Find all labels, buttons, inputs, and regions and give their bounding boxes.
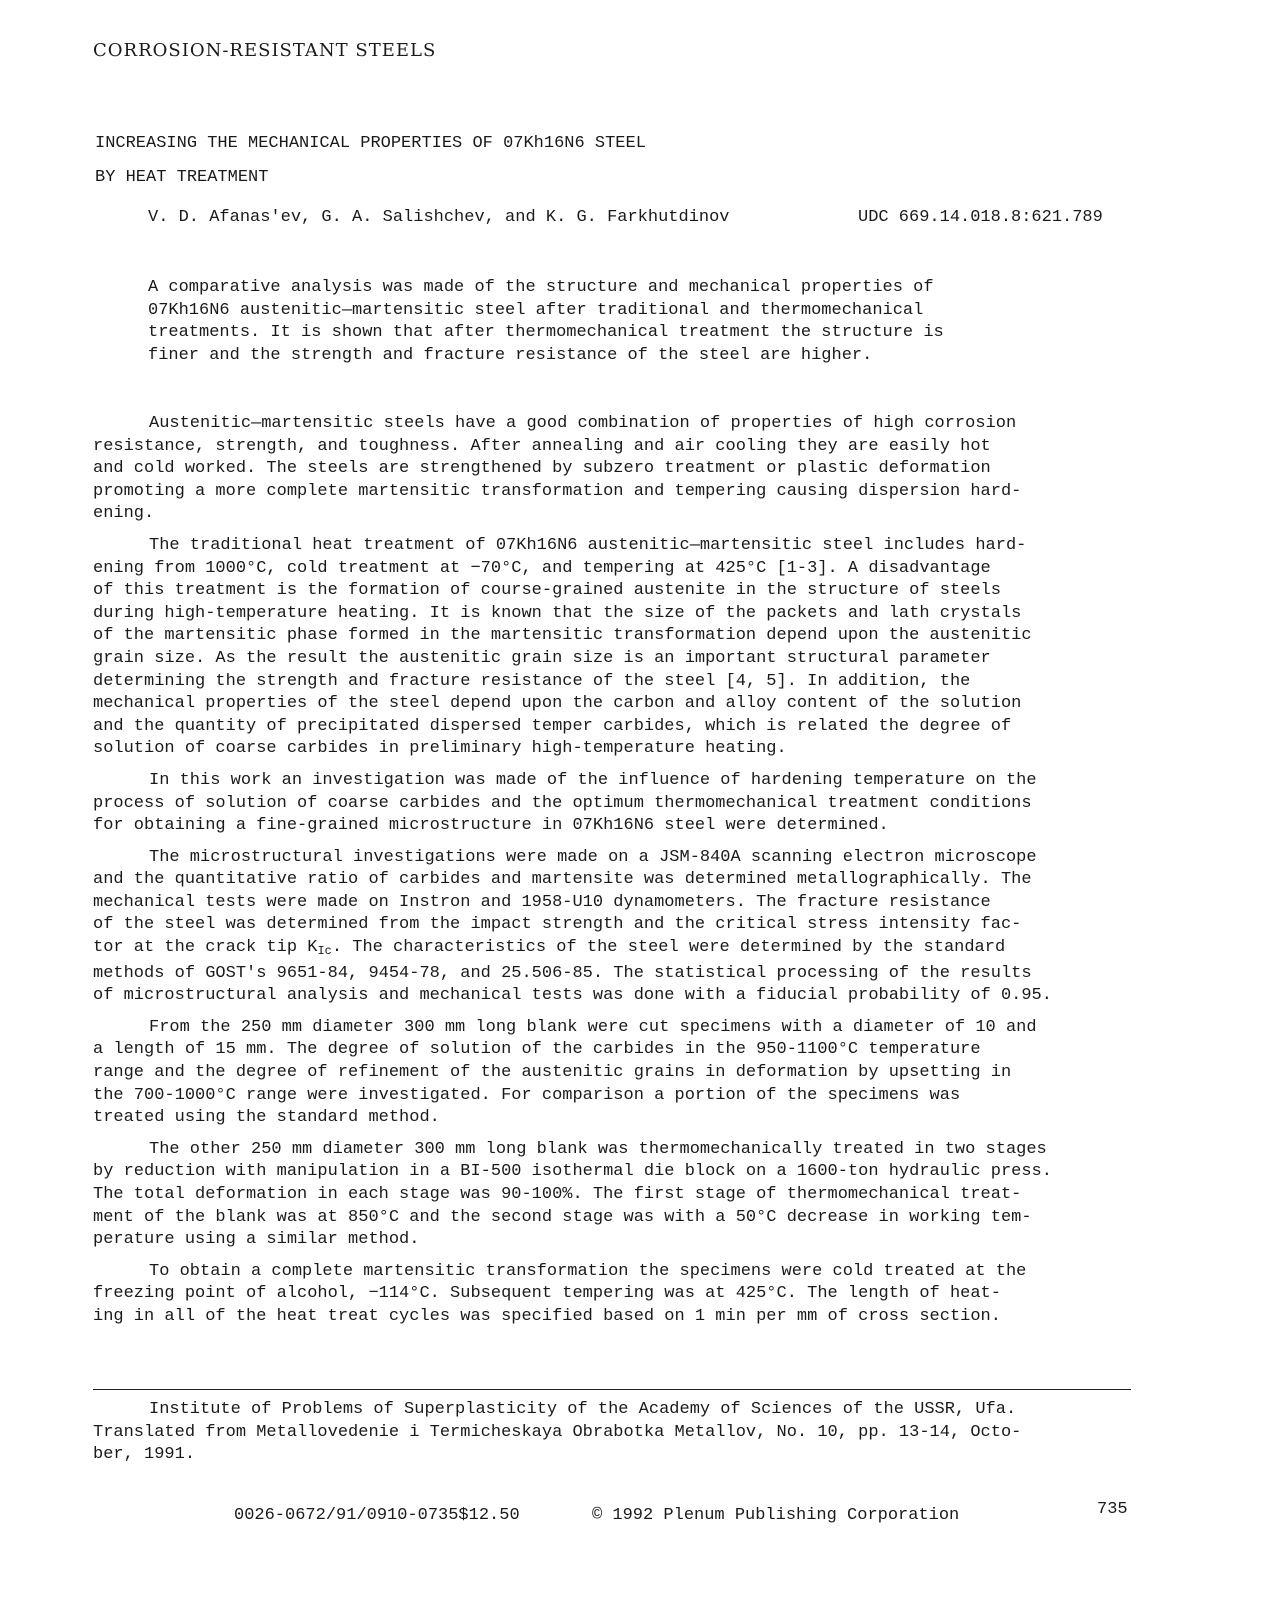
text-line: resistance, strength, and toughness. After annealing and air cooling they are easily hot [93, 436, 991, 456]
text-line: The microstructural investigations were made on a JSM-840A scanning electron microscope [149, 847, 1037, 867]
body-text [93, 413, 1153, 1338]
text-line: ment of the blank was at 850°C and the second stage was with a 50°C decrease in working tem- [93, 1207, 1032, 1227]
paragraph [93, 1139, 1153, 1252]
text-line: determining the strength and fracture resistance of the steel [4, 5]. In addition, the [93, 671, 971, 691]
paragraph [93, 413, 1153, 526]
abstract-line: finer and the strength and fracture resistance of the steel are higher. [148, 345, 873, 365]
text-line: methods of GOST's 9651-84, 9454-78, and 25.506-85. The statistical processing of the results [93, 963, 1032, 983]
text-line-with-subscript [93, 937, 1153, 963]
paragraph [93, 1017, 1153, 1130]
text-line: The traditional heat treatment of 07Kh16N6 austenitic—martensitic steel includes hard- [149, 535, 1027, 555]
footnote-line: Translated from Metallovedenie i Termicheskaya Obrabotka Metallov, No. 10, pp. 13-14, Octo- [93, 1422, 1022, 1442]
article-title [95, 127, 646, 195]
abstract [148, 277, 1048, 367]
text-line: mechanical tests were made on Instron and 1958-U10 dynamometers. The fracture resistance [93, 892, 991, 912]
text-line: of this treatment is the formation of course-grained austenite in the structure of steels [93, 581, 1001, 601]
text-line: during high-temperature heating. It is known that the size of the packets and lath crystals [93, 603, 1022, 623]
text-line: of the martensitic phase formed in the martensitic transformation depend upon the austenitic [93, 626, 1032, 646]
udc-code: UDC 669.14.018.8:621.789 [858, 208, 1103, 227]
footnote-line: Institute of Problems of Superplasticity of the Academy of Sciences of the USSR, Ufa. [149, 1400, 1017, 1419]
kic-suffix: . The characteristics of the steel were determined by the standard [331, 938, 1006, 958]
text-line: treated using the standard method. [93, 1108, 440, 1128]
text-line: and the quantitative ratio of carbides and martensite was determined metallographically. The [93, 870, 1032, 890]
page-number: 735 [1097, 1500, 1128, 1519]
footnote [93, 1399, 1021, 1467]
footer-code: 0026-0672/91/0910-0735$12.50 [234, 1506, 520, 1525]
text-line: mechanical properties of the steel depend upon the carbon and alloy content of the solution [93, 694, 1022, 714]
paragraph [93, 847, 1153, 1008]
text-line: The other 250 mm diameter 300 mm long blank was thermomechanically treated in two stages [149, 1139, 1047, 1159]
kic-prefix: tor at the crack tip K [93, 938, 318, 958]
text-line: solution of coarse carbides in preliminary high-temperature heating. [93, 739, 787, 759]
text-line: the 700-1000°C range were investigated. For comparison a portion of the specimens was [93, 1085, 961, 1105]
text-line: To obtain a complete martensitic transformation the specimens were cold treated at the [149, 1261, 1027, 1281]
section-header: CORROSION-RESISTANT STEELS [93, 40, 437, 61]
abstract-line: A comparative analysis was made of the structure and mechanical properties of [148, 278, 934, 297]
footnote-divider [93, 1389, 1131, 1390]
title-line: INCREASING THE MECHANICAL PROPERTIES OF 07Kh16N6 STEEL [95, 134, 646, 153]
text-line: ing in all of the heat treat cycles was specified based on 1 min per mm of cross section. [93, 1306, 1001, 1326]
text-line: a length of 15 mm. The degree of solution of the carbides in the 950-1100°C temperature [93, 1040, 981, 1060]
authors: V. D. Afanas'ev, G. A. Salishchev, and K. G. Farkhutdinov [148, 208, 730, 227]
text-line: for obtaining a fine-grained microstructure in 07Kh16N6 steel were determined. [93, 816, 889, 836]
text-line: In this work an investigation was made of the influence of hardening temperature on the [149, 770, 1037, 790]
text-line: freezing point of alcohol, −114°C. Subsequent tempering was at 425°C. The length of heat- [93, 1284, 1001, 1304]
text-line: The total deformation in each stage was 90-100%. The first stage of thermomechanical treat- [93, 1185, 1022, 1204]
text-line: grain size. As the result the austenitic grain size is an important structural parameter [93, 648, 991, 668]
text-line: ening from 1000°C, cold treatment at −70°C, and tempering at 425°C [1-3]. A disadvantage [93, 558, 991, 578]
abstract-line: 07Kh16N6 austenitic—martensitic steel after traditional and thermomechanical [148, 300, 924, 320]
paragraph [93, 1261, 1153, 1329]
text-line: and cold worked. The steels are strengthened by subzero treatment or plastic deformation [93, 459, 991, 479]
text-line: by reduction with manipulation in a BI-500 isothermal die block on a 1600-ton hydraulic press. [93, 1162, 1052, 1182]
text-line: process of solution of coarse carbides and the optimum thermomechanical treatment conditions [93, 793, 1032, 813]
text-line: From the 250 mm diameter 300 mm long blank were cut specimens with a diameter of 10 and [149, 1017, 1037, 1037]
abstract-line: treatments. It is shown that after thermomechanical treatment the structure is [148, 323, 944, 342]
text-line: promoting a more complete martensitic transformation and tempering causing dispersion hard- [93, 481, 1022, 501]
kic-subscript: Ic [317, 944, 332, 959]
text-line: ening. [93, 504, 155, 524]
title-line: BY HEAT TREATMENT [95, 168, 269, 187]
paragraph [93, 535, 1153, 761]
text-line: Austenitic—martensitic steels have a good combination of properties of high corrosion [149, 414, 1017, 433]
footnote-line: ber, 1991. [93, 1445, 196, 1464]
text-line: range and the degree of refinement of the austenitic grains in deformation by upsetting in [93, 1063, 1012, 1083]
paragraph [93, 770, 1153, 838]
text-line: perature using a similar method. [93, 1230, 420, 1250]
text-line: and the quantity of precipitated dispersed temper carbides, which is related the degree of [93, 716, 1012, 736]
text-line: of the steel was determined from the impact strength and the critical stress intensity fac- [93, 915, 1022, 935]
text-line: of microstructural analysis and mechanical tests was done with a fiducial probability of 0.95. [93, 986, 1052, 1006]
footer-copyright: © 1992 Plenum Publishing Corporation [592, 1506, 960, 1525]
